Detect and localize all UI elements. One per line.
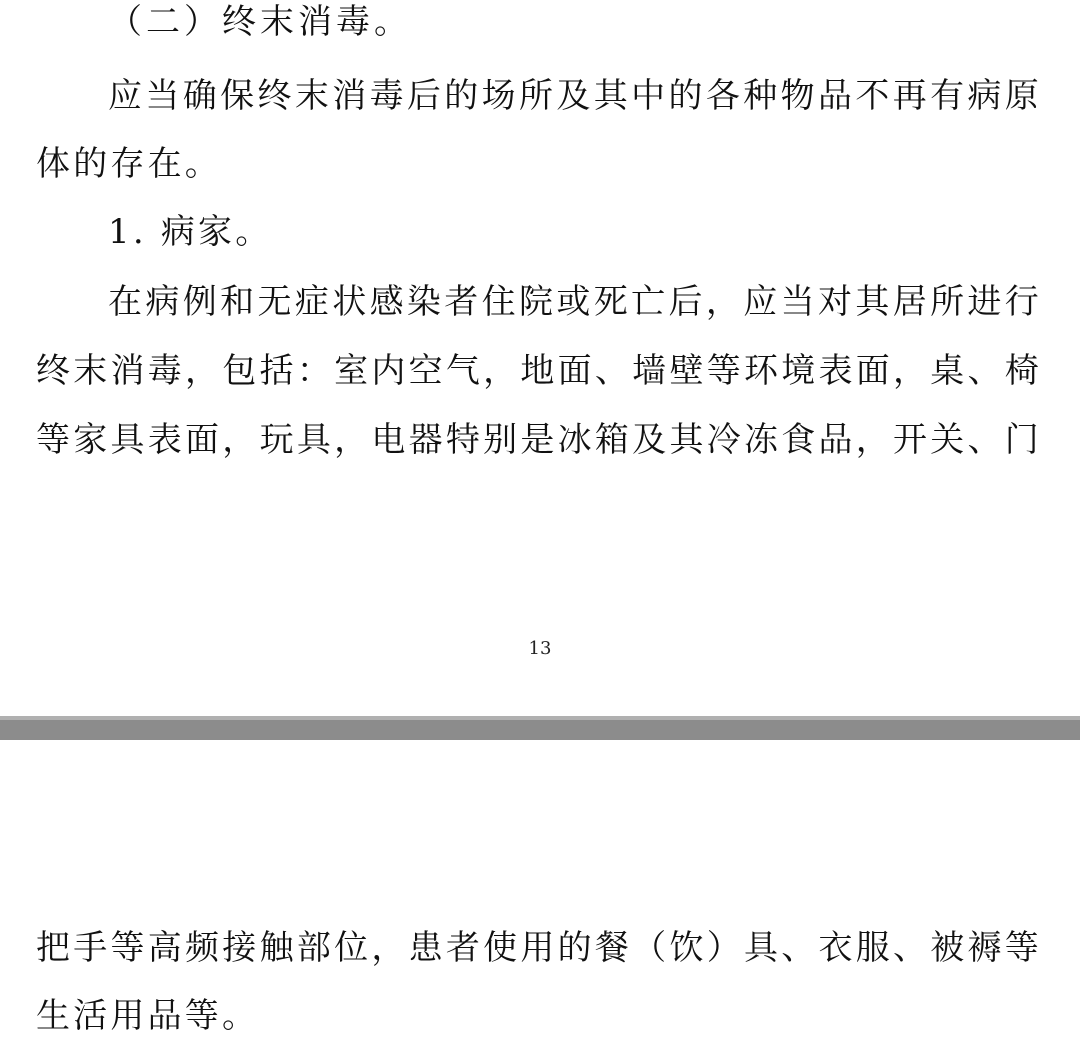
paragraph-line: 等家具表面，玩具，电器特别是冰箱及其冷冻食品，开关、门 xyxy=(36,420,1042,460)
section-heading-terminal-disinfection: （二）终末消毒。 xyxy=(108,2,412,42)
page-number: 13 xyxy=(528,638,552,659)
paragraph-line: 在病例和无症状感染者住院或死亡后，应当对其居所进行 xyxy=(108,282,1042,322)
subsection-heading-patient-home: 1. 病家。 xyxy=(108,212,273,252)
page-separator-shade xyxy=(0,716,1080,720)
paragraph-line: 应当确保终末消毒后的场所及其中的各种物品不再有病原 xyxy=(108,76,1042,116)
page-separator xyxy=(0,716,1080,740)
document-page-14 xyxy=(0,740,1080,1050)
paragraph-line: 生活用品等。 xyxy=(36,996,260,1036)
paragraph-line: 把手等高频接触部位，患者使用的餐（饮）具、衣服、被褥等 xyxy=(36,928,1042,968)
paragraph-line: 体的存在。 xyxy=(36,144,222,184)
paragraph-line: 终末消毒，包括：室内空气，地面、墙壁等环境表面，桌、椅 xyxy=(36,351,1042,391)
